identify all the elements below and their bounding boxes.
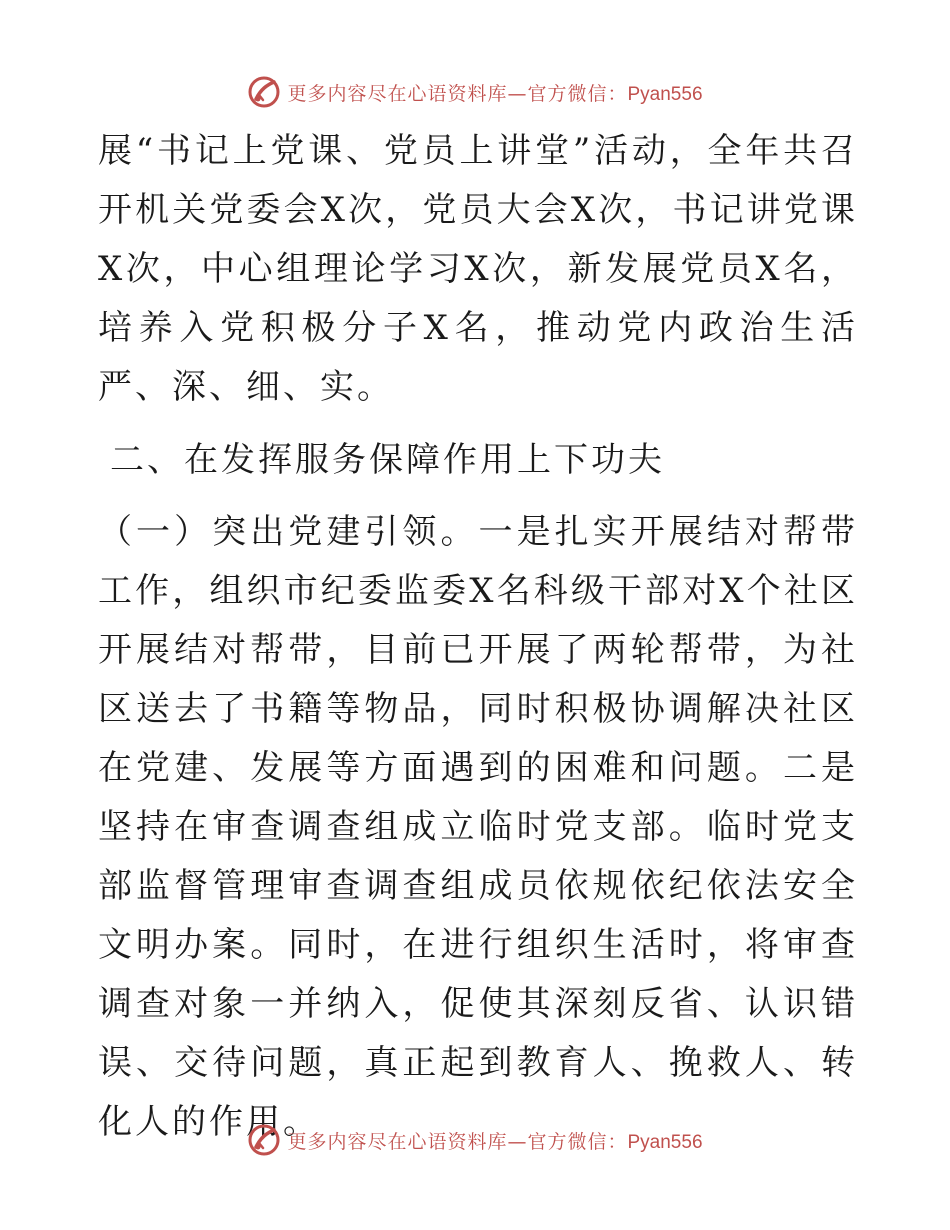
watermark-text: 更多内容尽在心语资料库—官方微信：Pyan556 <box>287 1130 703 1153</box>
watermark-text: 更多内容尽在心语资料库—官方微信：Pyan556 <box>287 82 703 105</box>
watermark-wechat-id: Pyan556 <box>627 83 703 105</box>
document-body <box>98 122 858 1152</box>
paragraph-party-leadership: （一）突出党建引领。一是扎实开展结对帮带工作，组织市纪委监委X名科级干部对X个社区开展结对帮带，目前已开展了两轮帮带，为社区送去了书籍等物品，同时积极协调解决社区在党建、发展等方面遇到的困难和问题。二是坚持在审查调查组成立临时党支部。临时党支部监督管理审查调查组成员依规依纪依法安全文明办案。同时，在进行组织生活时，将审查调查对象一并纳入，促使其深刻反省、认识错误、交待问题，真正起到教育人、挽救人、转化人的作用。 <box>98 512 858 1142</box>
footer-watermark <box>0 1120 950 1160</box>
section-heading-2: 二、在发挥服务保障作用上下功夫 <box>110 440 665 480</box>
paragraph-party-activities: 展“书记上党课、党员上讲堂”活动，全年共召开机关党委会X次，党员大会X次，书记讲党课X次，中心组理论学习X次，新发展党员X名，培养入党积极分子X名，推动党内政治生活严、深、细、实。 <box>98 131 858 407</box>
watermark-wechat-id: Pyan556 <box>627 1131 703 1153</box>
ink-brush-logo-icon <box>247 75 281 109</box>
header-watermark <box>0 72 950 112</box>
ink-brush-logo-icon <box>247 1123 281 1157</box>
